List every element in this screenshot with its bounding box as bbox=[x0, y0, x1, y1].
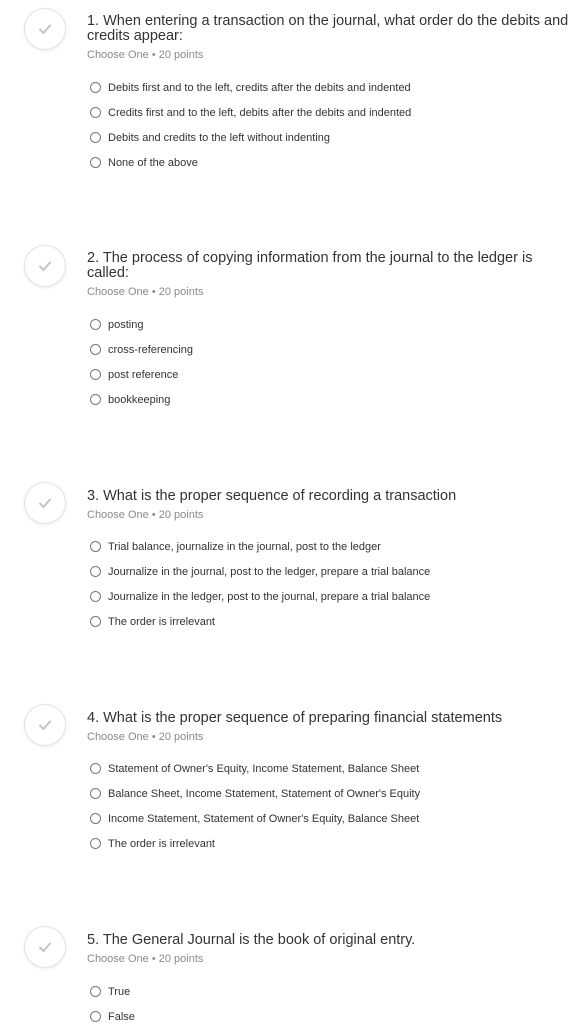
question-title: 5. The General Journal is the book of original entry. bbox=[87, 932, 416, 948]
option-label: None of the above bbox=[108, 156, 198, 169]
option-label: Credits first and to the left, debits after the debits and indented bbox=[108, 106, 412, 119]
answer-option[interactable] bbox=[90, 756, 420, 781]
check-icon bbox=[38, 496, 52, 510]
radio-button[interactable] bbox=[90, 369, 101, 380]
question-meta: Choose One • 20 points bbox=[87, 509, 204, 521]
answer-option[interactable] bbox=[90, 806, 420, 831]
answer-option[interactable] bbox=[90, 831, 420, 856]
answer-option[interactable] bbox=[90, 1004, 135, 1029]
answer-option[interactable] bbox=[90, 584, 430, 609]
question-status-button[interactable] bbox=[24, 8, 66, 50]
answer-option[interactable] bbox=[90, 979, 135, 1004]
answer-option[interactable] bbox=[90, 150, 411, 175]
answer-options bbox=[90, 312, 193, 412]
check-icon bbox=[38, 22, 52, 36]
question-title: 3. What is the proper sequence of recording a transaction bbox=[87, 488, 457, 504]
option-label: post reference bbox=[108, 368, 179, 381]
radio-button[interactable] bbox=[90, 394, 101, 405]
radio-button[interactable] bbox=[90, 157, 101, 168]
question-meta: Choose One • 20 points bbox=[87, 49, 204, 61]
answer-option[interactable] bbox=[90, 534, 430, 559]
radio-button[interactable] bbox=[90, 838, 101, 849]
option-label: The order is irrelevant bbox=[108, 615, 215, 628]
answer-option[interactable] bbox=[90, 125, 411, 150]
radio-button[interactable] bbox=[90, 763, 101, 774]
answer-option[interactable] bbox=[90, 100, 411, 125]
option-label: Debits and credits to the left without indenting bbox=[108, 131, 330, 144]
radio-button[interactable] bbox=[90, 566, 101, 577]
answer-option[interactable] bbox=[90, 387, 193, 412]
question-title: 2. The process of copying information from the journal to the ledger is called: bbox=[87, 250, 533, 281]
radio-button[interactable] bbox=[90, 616, 101, 627]
answer-options bbox=[90, 756, 420, 856]
option-label: Trial balance, journalize in the journal, post to the ledger bbox=[108, 540, 381, 553]
question-status-button[interactable] bbox=[24, 704, 66, 746]
radio-button[interactable] bbox=[90, 344, 101, 355]
question-meta: Choose One • 20 points bbox=[87, 286, 204, 298]
question-status-button[interactable] bbox=[24, 245, 66, 287]
answer-option[interactable] bbox=[90, 609, 430, 634]
option-label: Income Statement, Statement of Owner's Equity, Balance Sheet bbox=[108, 812, 420, 825]
answer-options bbox=[90, 979, 135, 1029]
question-meta: Choose One • 20 points bbox=[87, 731, 204, 743]
option-label: Balance Sheet, Income Statement, Statement of Owner's Equity bbox=[108, 787, 421, 800]
option-label: False bbox=[108, 1010, 135, 1023]
question-title: 1. When entering a transaction on the journal, what order do the debits and credits appear: bbox=[87, 13, 569, 44]
option-label: cross-referencing bbox=[108, 343, 193, 356]
radio-button[interactable] bbox=[90, 591, 101, 602]
question-status-button[interactable] bbox=[24, 926, 66, 968]
radio-button[interactable] bbox=[90, 82, 101, 93]
check-icon bbox=[38, 259, 52, 273]
radio-button[interactable] bbox=[90, 107, 101, 118]
answer-option[interactable] bbox=[90, 337, 193, 362]
answer-option[interactable] bbox=[90, 75, 411, 100]
radio-button[interactable] bbox=[90, 986, 101, 997]
check-icon bbox=[38, 718, 52, 732]
option-label: Debits first and to the left, credits after the debits and indented bbox=[108, 81, 411, 94]
option-label: bookkeeping bbox=[108, 393, 171, 406]
option-label: posting bbox=[108, 318, 144, 331]
option-label: Statement of Owner's Equity, Income Statement, Balance Sheet bbox=[108, 762, 420, 775]
answer-option[interactable] bbox=[90, 781, 420, 806]
option-label: True bbox=[108, 985, 131, 998]
question-status-button[interactable] bbox=[24, 482, 66, 524]
answer-options bbox=[90, 534, 430, 634]
check-icon bbox=[38, 940, 52, 954]
answer-option[interactable] bbox=[90, 362, 193, 387]
question-title: 4. What is the proper sequence of preparing financial statements bbox=[87, 710, 503, 726]
radio-button[interactable] bbox=[90, 319, 101, 330]
radio-button[interactable] bbox=[90, 813, 101, 824]
answer-option[interactable] bbox=[90, 559, 430, 584]
radio-button[interactable] bbox=[90, 541, 101, 552]
radio-button[interactable] bbox=[90, 132, 101, 143]
option-label: Journalize in the ledger, post to the journal, prepare a trial balance bbox=[108, 590, 431, 603]
answer-options bbox=[90, 75, 411, 175]
question-meta: Choose One • 20 points bbox=[87, 953, 204, 965]
radio-button[interactable] bbox=[90, 788, 101, 799]
option-label: Journalize in the journal, post to the ledger, prepare a trial balance bbox=[108, 565, 431, 578]
answer-option[interactable] bbox=[90, 312, 193, 337]
option-label: The order is irrelevant bbox=[108, 837, 215, 850]
radio-button[interactable] bbox=[90, 1011, 101, 1022]
